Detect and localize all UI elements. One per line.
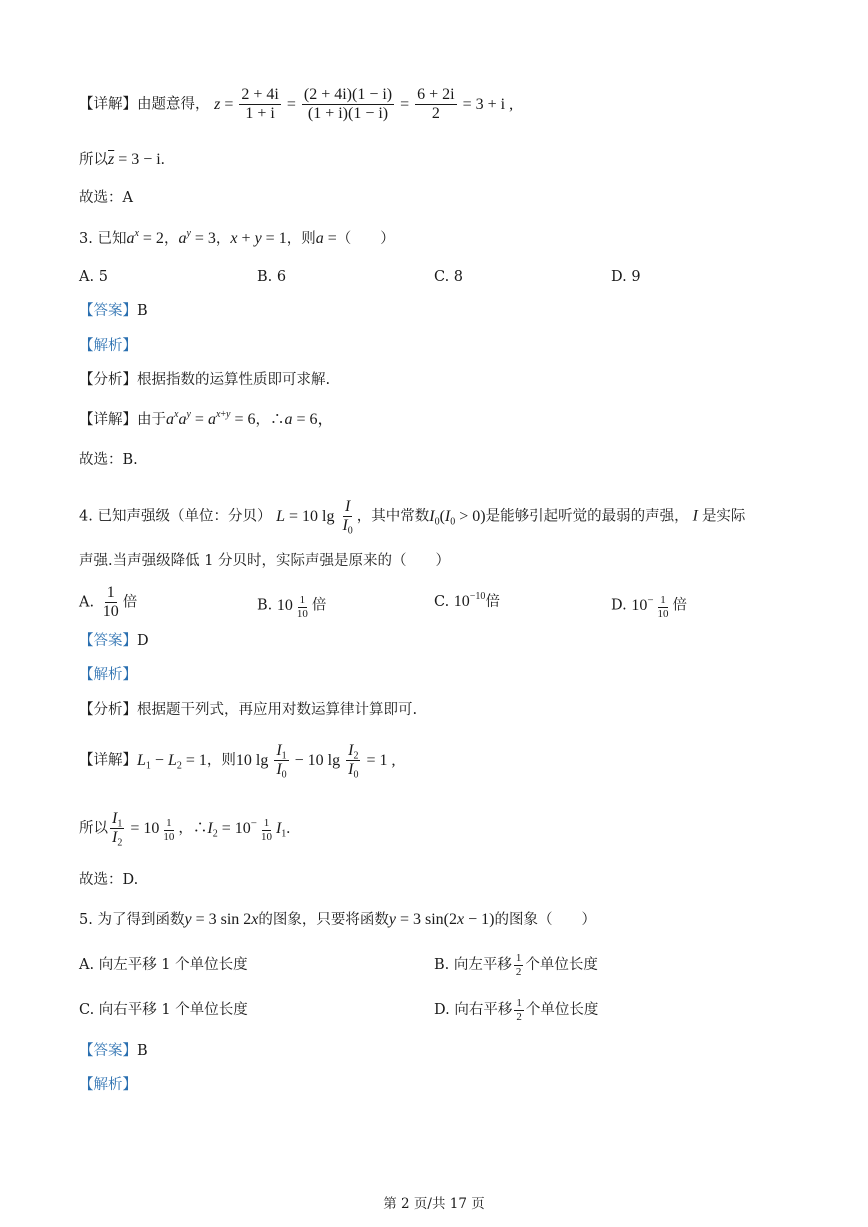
comma: ， [215,231,231,247]
q3-formula-3: x + y = 1 [230,230,287,247]
q4-option-b [257,594,326,620]
q3-formula-1: $a^x = 2$ [126,228,164,247]
detail-prefix: 由于 [137,412,166,428]
bei: 倍 [311,597,327,614]
detail-intro: 由题意得， [137,96,210,113]
option-text: D. 向右平移 [434,1001,513,1018]
text: 是实际 [701,508,746,525]
q4-analysis-tag: 【解析】 [79,667,137,683]
q3-choose: 故选：B. [79,452,138,468]
answer-tag: 【答案】 [79,633,137,649]
option-a-formula: $\frac{1}{10}$ [102,584,119,621]
q4-choose: 故选：D. [79,872,139,888]
q5-number: 5. 为了得到函数 [79,912,185,928]
q2-choose: 故选：A [79,190,133,206]
q3-stem [79,228,395,247]
q5-option-d [434,997,598,1023]
q4-number: 4. 已知声强级（单位：分贝） [79,508,272,525]
q4-stem-line2: 声强.当声强级降低 1 分贝时，实际声强是原来的（ ） [79,553,451,569]
bei: 倍 [122,594,138,611]
q5-option-b [434,952,598,978]
q5-option-a: A. 向左平移 1 个单位长度 [79,957,248,973]
conjugate-formula: $\overline{z} = 3 - i$. [108,151,165,168]
i-variable: I [692,507,698,525]
half-fraction: $\frac{1}{2}$ [516,997,522,1023]
therefore-label: ，∴ [178,820,208,837]
q3-formula-2: $a^y = 3$ [178,228,216,247]
detail-tag: 【详解】 [79,96,137,113]
method-text: 根据题干列式，再应用对数运算律计算即可. [137,702,418,718]
comma: ， [163,231,179,247]
bei: 倍 [672,597,688,614]
option-label: A. [79,594,95,611]
text: ，其中常数 [356,508,430,525]
q3-method [79,373,330,388]
method-text: 根据指数的运算性质即可求解. [137,372,331,388]
q5-source-function: y = 3 sin(2x − 1) [388,911,495,928]
q4-log-equation: 10 lg $\frac{I_1}{I_0}$ − 10 lg $\frac{I_2}{I_0}$ = 1 , [235,742,396,781]
sound-level-formula: L = 10 lg $\frac{I}{I_0}$ [276,498,353,537]
text: 是能够引起听觉的最弱的声强， [485,508,689,525]
q3-option-d: D. 9 [611,269,641,285]
page-footer: 第 2 页/共 17 页 [383,1196,485,1212]
q4-detail [79,742,395,780]
q3-option-b: B. 6 [257,269,287,285]
option-text: 个单位长度 [525,1001,599,1018]
complex-division-formula: z = $\frac{2 + 4i}{1 + i}$ = $\frac{(2 + 4i)(1 - i)}{(1 + i)(1 - i)}$ = $\frac{6 + 2i}{2}$ = 3 + i , [214,86,514,123]
option-text: 个单位长度 [525,956,598,973]
q2-conclusion [79,152,165,168]
option-d-formula: 10− $\frac{1}{10}$ [631,594,669,620]
answer-value: B [137,1043,148,1059]
method-tag: 【分析】 [79,372,137,388]
q3-formula-4: a = [315,230,337,247]
q4-option-d [611,594,687,620]
answer-value: D [137,633,149,649]
q4-answer [79,634,149,649]
detail-tag: 【详解】 [79,412,137,428]
q3-detail [79,409,334,428]
detail-tag: 【详解】 [79,752,137,769]
q4-stem-line1 [79,498,745,536]
text: 的图象（ ） [494,912,596,928]
answer-tag: 【答案】 [79,1043,137,1059]
q3-answer [79,304,148,319]
q4-conclusion [79,810,290,848]
q3-option-a: A. 5 [79,269,108,285]
q3-analysis-tag: 【解析】 [79,338,137,354]
answer-tag: 【答案】 [79,303,137,319]
q3-detail-formula: $a^xa^y = a^{x+y} = 6$ [166,409,256,428]
option-c-formula: $10^{-10}$ [453,591,486,610]
half-fraction: $\frac{1}{2}$ [515,952,522,978]
q4-option-a [79,584,137,622]
option-label: C. [434,594,450,610]
bei: 倍 [485,594,500,610]
q4-difference: $L_1 - L_2 = 1$ [137,751,207,772]
q5-option-c: C. 向右平移 1 个单位长度 [79,1002,248,1018]
option-label: B. [257,597,273,614]
answer-value: B [137,303,148,319]
therefore-label: ，∴ [255,412,285,428]
q4-method [79,703,417,718]
text: 的图象，只要将函数 [258,912,389,928]
q4-result-formula: $I_2 = 10^-$ $\frac{1}{10}$ $I_1$. [207,816,291,843]
option-b-formula: 10 $\frac{1}{10}$ [276,594,308,620]
then-label: ，则 [206,752,236,769]
q3-result-formula: a = 6， [284,411,334,428]
q5-analysis-tag: 【解析】 [79,1077,137,1093]
q2-detail-line [79,86,513,124]
so-label: 所以 [79,820,108,837]
q5-stem [79,912,596,928]
option-text: B. 向左平移 [434,956,512,973]
i0-condition: $I_0(I_0 > 0)$ [429,507,486,528]
q3-option-c: C. 8 [434,269,464,285]
so-label: 所以 [79,152,108,168]
answer-paren: （ ） [336,231,395,247]
method-tag: 【分析】 [79,702,137,718]
option-label: D. [611,597,627,614]
q5-target-function: y = 3 sin 2x [184,911,259,928]
q5-answer [79,1044,148,1059]
q4-option-c [434,591,500,610]
q3-number: 3. 已知 [79,231,127,247]
then-label: ，则 [286,231,316,247]
q4-ratio-formula: $\frac{I_1}{I_2}$ = 10 $\frac{1}{10}$ [112,810,175,849]
